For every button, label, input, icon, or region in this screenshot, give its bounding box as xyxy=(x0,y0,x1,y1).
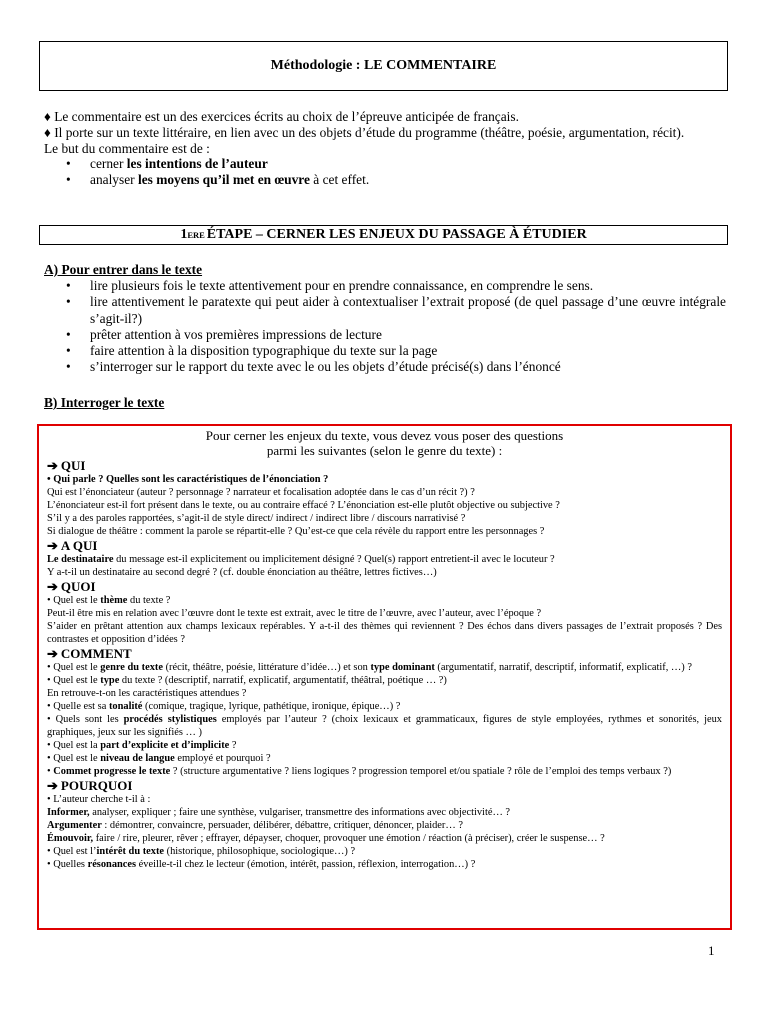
list-item: • lire attentivement le paratexte qui peut aider à contextualiser l’extrait proposé (de quel passage d’une œuvre intégrale s’agit-il?) xyxy=(66,294,726,326)
part-a-heading: A) Pour entrer dans le texte xyxy=(44,262,203,277)
intro-bullet-2: • analyser les moyens qu’il met en œuvre à cet effet. xyxy=(66,172,726,188)
qui-heading: ➔ QUI xyxy=(47,458,86,473)
page-number: 1 xyxy=(708,943,715,958)
qui-line: Si dialogue de théâtre : comment la parole se répartit-elle ? Qu’est-ce que cela révèle du rapport entre les personnages ? xyxy=(47,526,545,537)
arrow-right-icon: ➔ xyxy=(47,579,58,594)
list-item: • prêter attention à vos premières impressions de lecture xyxy=(66,327,726,343)
comment-heading: ➔ COMMENT xyxy=(47,646,132,661)
arrow-right-icon: ➔ xyxy=(47,458,58,473)
comment-line: • Quel est le niveau de langue employé et pourquoi ? xyxy=(47,753,271,764)
qui-line: Qui est l’énonciateur (auteur ? personnage ? narrateur et focalisation adoptée dans le cas d’un récit ?) ? xyxy=(47,487,475,498)
intro-line-2: ♦ Il porte sur un texte littéraire, en lien avec un des objets d’étude du programme (théâtre, poésie, argumentation, récit). xyxy=(44,124,685,140)
part-b-section xyxy=(44,395,164,411)
pourquoi-line: Argumenter : démontrer, convaincre, persuader, délibérer, débattre, critiquer, dénoncer, plaider… ? xyxy=(47,820,463,831)
quoi-line: S’aider en prêtant attention aux champs lexicaux repérables. Y a-t-il des thèmes qui reviennent ? Des échos dans divers passages de l’extrait proposés ? Des contrastes et opposition d’idées ? xyxy=(47,621,722,645)
document-title xyxy=(39,41,728,91)
intro-line-1: ♦ Le commentaire est un des exercices écrits au choix de l’épreuve anticipée de français. xyxy=(44,109,519,124)
a-qui-heading: ➔ A QUI xyxy=(47,538,98,553)
arrow-right-icon: ➔ xyxy=(47,646,58,661)
part-a-section xyxy=(44,262,726,375)
quoi-line: • Quel est le thème du texte ? xyxy=(47,595,171,606)
part-a-list xyxy=(44,278,726,375)
comment-line: En retrouve-t-on les caractéristiques attendues ? xyxy=(47,688,247,699)
pourquoi-line: • Quelles résonances éveille-t-il chez le lecteur (émotion, intérêt, passion, réflexion, interrogation…) ? xyxy=(47,859,476,870)
qui-line: • Qui parle ? Quelles sont les caractéristiques de l’énonciation ? xyxy=(47,474,329,485)
qui-line: S’il y a des paroles rapportées, s’agit-il de style direct/ indirect / indirect libre / discours narrativisé ? xyxy=(47,513,466,524)
comment-line: • Quel est le type du texte ? (descriptif, narratif, explicatif, argumentatif, théâtral, poétique … ?) xyxy=(47,675,447,686)
pourquoi-line: Informer, analyser, expliquer ; faire une synthèse, vulgariser, transmettre des informations avec objectivité… ? xyxy=(47,807,511,818)
pourquoi-line: • L’auteur cherche t-il à : xyxy=(47,794,151,805)
comment-line: • Quel est la part d’explicite et d’implicite ? xyxy=(47,740,237,751)
pourquoi-line: • Quel est l’intérêt du texte (historique, philosophique, sociologique…) ? xyxy=(47,846,356,857)
title-text: Méthodologie : LE COMMENTAIRE xyxy=(270,58,497,73)
questions-box xyxy=(37,424,732,930)
part-b-heading: B) Interroger le texte xyxy=(44,395,165,410)
intro-bullet-1: • cerner les intentions de l’auteur xyxy=(66,156,726,172)
qui-line: L’énonciateur est-il fort présent dans le texte, ou au contraire effacé ? L’énonciation est-elle plutôt objective ou subjective ? xyxy=(47,500,560,511)
comment-line: • Quels sont les procédés stylistiques employés par l’auteur ? (choix lexicaux et grammaticaux, figures de style employées, rythmes et sonorités, jeux graphiques, jeux sur les signifiés … ) xyxy=(47,714,723,738)
quoi-heading: ➔ QUOI xyxy=(47,579,96,594)
intro-bullet-list xyxy=(44,156,726,188)
a-qui-line: Y a-t-il un destinataire au second degré ? (cf. double énonciation au théâtre, lettres fictives…) xyxy=(47,567,437,578)
intro-line-3: Le but du commentaire est de : xyxy=(44,140,210,156)
questions-box-intro: Pour cerner les enjeux du texte, vous devez vous poser des questions parmi les suivantes (selon le genre du texte) : xyxy=(205,428,564,458)
comment-line: • Quel est le genre du texte (récit, théâtre, poésie, littérature d’idée…) et son type dominant (argumentatif, narratif, descriptif, informatif, explicatif, …) ? xyxy=(47,662,692,673)
list-item: • faire attention à la disposition typographique du texte sur la page xyxy=(66,343,726,359)
arrow-right-icon: ➔ xyxy=(47,778,58,793)
quoi-line: Peut-il être mis en relation avec l’œuvre dont le texte est extrait, avec le titre de l’œuvre, avec l’auteur, avec l’époque ? xyxy=(47,608,542,619)
comment-line: • Quelle est sa tonalité (comique, tragique, lyrique, pathétique, ironique, épique…) ? xyxy=(47,701,401,712)
list-item: • lire plusieurs fois le texte attentivement pour en prendre connaissance, en comprendre le sens. xyxy=(66,278,726,294)
list-item: • s’interroger sur le rapport du texte avec le ou les objets d’étude précisé(s) dans l’énoncé xyxy=(66,359,726,375)
pourquoi-heading: ➔ POURQUOI xyxy=(47,778,133,793)
comment-line: • Commet progresse le texte ? (structure argumentative ? liens logiques ? progression temporel et/ou spatiale ? rôle de l’emploi des temps verbaux ?) xyxy=(47,766,672,777)
intro-section xyxy=(44,109,726,188)
section-heading-step-1: 1 ERE ÉTAPE – CERNER LES ENJEUX DU PASSAGE À ÉTUDIER xyxy=(39,225,728,245)
pourquoi-line: Émouvoir, faire / rire, pleurer, rêver ; effrayer, dépayser, choquer, provoquer une émotion / réaction (à préciser), créer le suspense… ? xyxy=(47,833,605,844)
a-qui-line: Le destinataire du message est-il explicitement ou implicitement désigné ? Quel(s) rapport entretient-il avec le locuteur ? xyxy=(47,554,555,565)
arrow-right-icon: ➔ xyxy=(47,538,58,553)
